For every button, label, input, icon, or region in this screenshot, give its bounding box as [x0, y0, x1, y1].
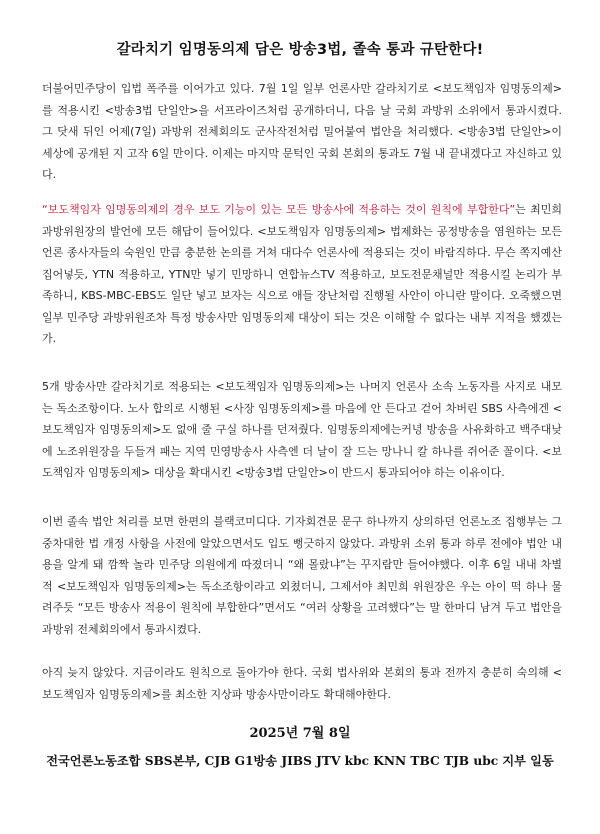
paragraph-4 — [42, 511, 562, 640]
highlighted-quote: “보도책임자 임명동의제의 경우 보도 기능이 있는 모든 방송사에 적용하는 것이 원칙에 부합한다” — [42, 203, 516, 216]
paragraph-2-text — [42, 199, 562, 350]
signatory-line: 전국언론노동조합 SBS본부, CJB G1방송 JIBS JTV kbc KNN TBC TJB ubc 지부 일동 — [46, 754, 554, 768]
paragraph-1-text: 더불어민주당이 입법 폭주를 이어가고 있다. 7월 1일 일부 언론사만 갈라치기로 <보도책임자 임명동의제>를 적용시킨 <방송3법 단일안>을 서프라이즈처럼 공개하더니, 다음 날 국회 과방위 소위에서 통과시켰다. 그 닷새 뒤인 어제(7일) 과방위 전체회의도 군사작전처럼 밀어붙여 법안을 처리했다. <방송3법 단일안>이 세상에 공개된 지 고작 6일 만이다. 이제는 마지막 문턱인 국회 본회의 통과도 7월 내 끝내겠다고 자신하고 있다. — [42, 82, 562, 181]
paragraph-4-text: 이번 졸속 법안 처리를 보면 한편의 블랙코미디다. 기자회견문 문구 하나까지 상의하던 언론노조 집행부는 그 중차대한 법 개정 사항을 사전에 알았으면서도 입도 뻥긋하지 않았다. 과방위 소위 통과 하루 전에야 법안 내용을 알게 돼 깜짝 놀라 민주당 의원에게 따졌더니 “왜 몰랐냐”는 꾸지람만 들어야했다. 이후 6일 내내 차별적 <보도책임자 임명동의제>는 독소조항이라고 외쳤더니, 그제서야 최민희 위원장은 우는 아이 떡 하나 물려주듯 “모든 방송사 적용이 원칙에 부합한다”면서도 “여러 상황을 고려했다”는 말 한마디 남겨 두고 법안을 과방위 전체회의에서 통과시켰다. — [42, 515, 562, 636]
paragraph-2-rest: 는 최민희 과방위원장의 발언에 모든 해답이 들어있다. <보도책임자 임명동의제> 법제화는 공정방송을 염원하는 모든 언론 종사자들의 숙원인 만큼 충분한 논의를 거쳐 대다수 언론사에 적용되는 것이 바람직하다. 무슨 쪽지예산 집어넣듯, YTN 적용하고, YTN만 넣기 민망하니 연합뉴스TV 적용하고, 보도전문채널만 적용시킬 논리가 부족하니, KBS-MBC-EBS도 일단 넣고 보자는 식으로 애들 장난처럼 진행될 사안이 아니란 말이다. 오죽했으면 일부 민주당 과방위원조차 특정 방송사만 임명동의제 대상이 되는 것은 이해할 수 없다는 내부 지적을 했겠는가. — [42, 203, 562, 345]
paragraph-1 — [42, 78, 562, 186]
paragraph-3-text: 5개 방송사만 갈라치기로 적용되는 <보도책임자 임명동의제>는 나머지 언론사 소속 노동자를 사지로 내모는 독소조항이다. 노사 합의로 시행된 <사장 임명동의제>를 마음에 안 든다고 걷어 차버린 SBS 사측에겐 <보도책임자 임명동의제>도 없애 줄 구실 하나를 던져줬다. 임명동의제에는커녕 방송을 사유화하고 백주대낮에 노조위원장을 두들겨 패는 지역 민영방송사 사측엔 더 날이 잘 드는 망나니 칼 하나를 쥐어준 꼴이다. <보도책임자 임명동의제> 대상을 확대시킨 <방송3법 단일안>이 반드시 통과되어야 하는 이유이다. — [42, 380, 562, 479]
paragraph-3 — [42, 376, 562, 484]
paragraph-5 — [42, 662, 562, 705]
document-title: 갈라치기 임명동의제 담은 방송3법, 졸속 통과 규탄한다! — [116, 42, 484, 58]
document-date: 2025년 7월 8일 — [249, 726, 351, 741]
paragraph-2 — [42, 199, 562, 350]
paragraph-5-text: 아직 늦지 않았다. 지금이라도 원칙으로 돌아가야 한다. 국회 법사위와 본회의 통과 전까지 충분히 숙의해 <보도책임자 임명동의제>를 최소한 지상파 방송사만이라도 확대해야한다. — [42, 666, 562, 701]
